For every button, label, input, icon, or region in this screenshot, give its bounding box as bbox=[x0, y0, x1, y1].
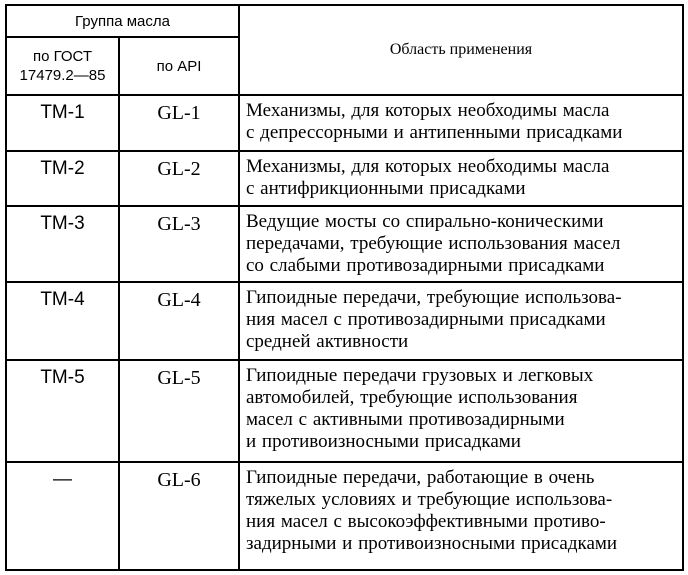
header-gost-line2: 17479.2—85 bbox=[19, 67, 106, 84]
api-cell: GL-2 bbox=[119, 151, 239, 206]
area-line: с депрессорными и антипенными присадками bbox=[246, 122, 623, 143]
area-cell bbox=[239, 95, 683, 151]
header-area bbox=[239, 5, 683, 95]
area-line: Гипоидные передачи, требующие использова- bbox=[246, 287, 622, 308]
area-line: с антифрикционными присадками bbox=[246, 178, 526, 199]
area-line: Ведущие мосты со спирально-коническими bbox=[246, 211, 604, 232]
table-row bbox=[6, 95, 683, 151]
api-cell: GL-6 bbox=[119, 462, 239, 570]
area-cell bbox=[239, 151, 683, 206]
area-line: масел с активными противозадирными bbox=[246, 409, 565, 430]
area-line: ния масел с противозадирными присадками bbox=[246, 309, 606, 330]
area-line: задирными и противоизносными присадками bbox=[246, 533, 618, 554]
area-line: средней активности bbox=[246, 331, 409, 352]
area-line: Механизмы, для которых необходимы масла bbox=[246, 100, 610, 121]
area-cell bbox=[239, 206, 683, 282]
table-row bbox=[6, 206, 683, 282]
oil-group-table bbox=[5, 4, 684, 571]
header-api-label: по API bbox=[156, 57, 202, 75]
area-line: и противоизносными присадками bbox=[246, 431, 521, 452]
area-cell bbox=[239, 282, 683, 360]
area-cell bbox=[239, 462, 683, 570]
header-gost bbox=[6, 37, 119, 95]
area-line: тяжелых условиях и требующие использова- bbox=[246, 489, 613, 510]
area-line: Гипоидные передачи, работающие в очень bbox=[246, 467, 595, 488]
area-line: Механизмы, для которых необходимы масла bbox=[246, 156, 610, 177]
gost-cell: ТМ-5 bbox=[6, 360, 119, 462]
header-group-label: Группа масла bbox=[75, 12, 170, 30]
area-line: Гипоидные передачи грузовых и легковых bbox=[246, 365, 594, 386]
header-row-top bbox=[6, 5, 683, 37]
api-cell: GL-5 bbox=[119, 360, 239, 462]
table-row bbox=[6, 360, 683, 462]
table-row bbox=[6, 151, 683, 206]
area-line: автомобилей, требующие использования bbox=[246, 387, 578, 408]
area-cell bbox=[239, 360, 683, 462]
header-api bbox=[119, 37, 239, 95]
area-line: со слабыми противозадирными присадками bbox=[246, 255, 605, 276]
area-line: ния масел с высокоэффективными противо- bbox=[246, 511, 606, 532]
area-line: передачами, требующие использования масел bbox=[246, 233, 621, 254]
table-row bbox=[6, 282, 683, 360]
header-group bbox=[6, 5, 239, 37]
api-cell: GL-1 bbox=[119, 95, 239, 151]
gost-cell: ТМ-4 bbox=[6, 282, 119, 360]
api-cell: GL-4 bbox=[119, 282, 239, 360]
api-cell: GL-3 bbox=[119, 206, 239, 282]
header-gost-line1: по ГОСТ bbox=[32, 48, 93, 65]
gost-cell: ТМ-1 bbox=[6, 95, 119, 151]
gost-cell: ТМ-3 bbox=[6, 206, 119, 282]
gost-cell: — bbox=[6, 462, 119, 570]
gost-cell: ТМ-2 bbox=[6, 151, 119, 206]
table-row bbox=[6, 462, 683, 570]
header-area-label: Область применения bbox=[389, 41, 533, 58]
